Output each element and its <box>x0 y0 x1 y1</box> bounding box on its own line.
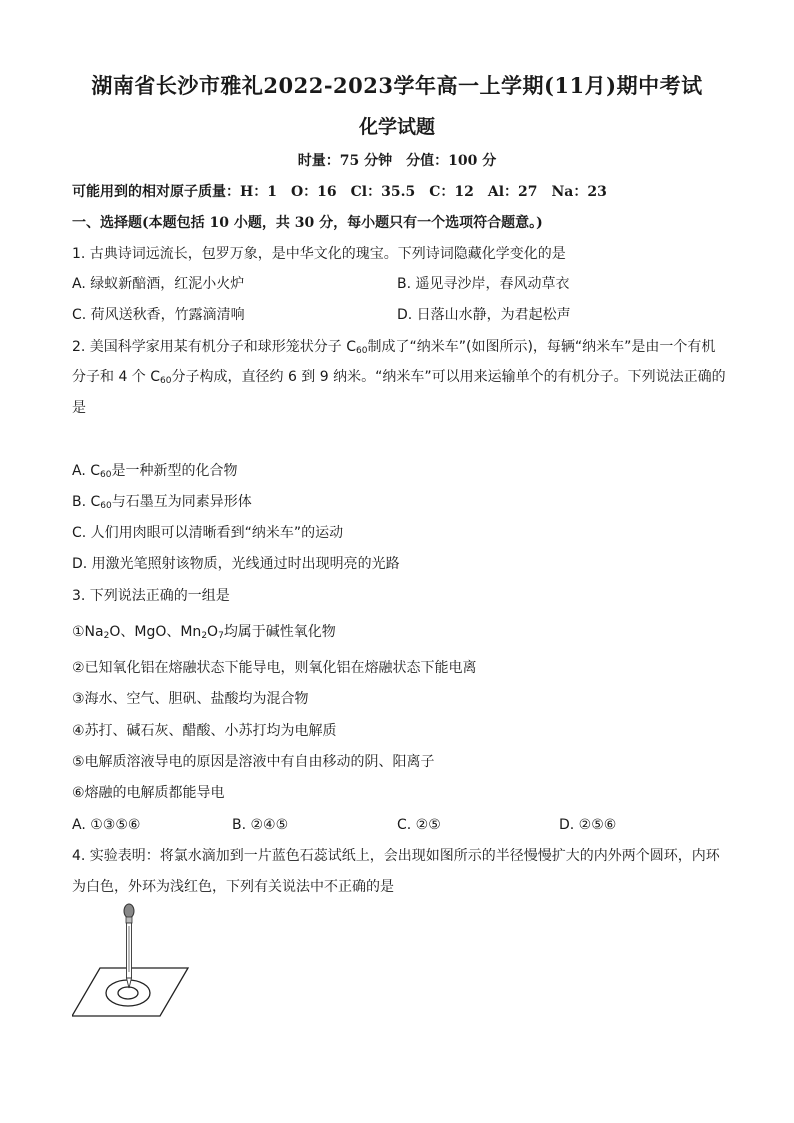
q1-option-a: A. 绿蚁新醅酒，红泥小火炉 <box>72 276 245 292</box>
inner-ring <box>118 987 138 999</box>
q1-option-b: B. 遥见寻沙岸，春风动草衣 <box>397 276 570 292</box>
sub-7: 7 <box>218 631 224 641</box>
dropper-collar <box>126 917 132 923</box>
sub-60: 60 <box>100 501 112 511</box>
page-title: 湖南省长沙市雅礼2022-2023学年高一上学期(11月)期中考试 <box>91 73 703 98</box>
q2-a-pre: A. C <box>72 463 101 479</box>
q3-statement-1 <box>72 622 336 646</box>
sub-60: 60 <box>100 470 112 480</box>
q2-b-post: 与石墨互为同素异形体 <box>111 494 252 510</box>
q3-statement-6: ⑥熔融的电解质都能导电 <box>72 785 225 801</box>
q2-stem2-post: 分子构成，直径约 6 到 9 纳米。“纳米车”可以用来运输单个的有机分子。下列说法正确的 <box>171 369 726 385</box>
q1-option-d: D. 日落山水静，为君起松声 <box>397 307 571 323</box>
q2-b-pre: B. C <box>72 494 101 510</box>
q3-option-c: C. ②⑤ <box>397 817 441 833</box>
q3-statement-4: ④苏打、碱石灰、醋酸、小苏打均为电解质 <box>72 723 337 739</box>
q3-s1-b: O、MgO、Mn <box>109 624 202 640</box>
dropper-bulb <box>124 904 134 918</box>
page-subtitle: 化学试题 <box>358 116 435 138</box>
sub-2: 2 <box>201 631 208 641</box>
sub-60: 60 <box>160 376 172 386</box>
sub-2: 2 <box>103 631 110 641</box>
q3-stem: 3. 下列说法正确的一组是 <box>72 588 230 604</box>
q2-option-d: D. 用激光笔照射该物质，光线通过时出现明亮的光路 <box>72 556 400 572</box>
q2-stem2-pre: 分子和 4 个 C <box>72 369 161 385</box>
q3-s1-a: ①Na <box>72 624 104 640</box>
q2-stem1-post: 制成了“纳米车”(如图所示)，每辆“纳米车”是由一个有机 <box>367 339 716 355</box>
q3-option-d: D. ②⑤⑥ <box>559 817 617 833</box>
q3-s1-c: O <box>207 624 219 640</box>
q3-option-a: A. ①③⑤⑥ <box>72 817 141 833</box>
dropper-litmus-figure <box>72 902 202 1027</box>
q4-stem-line1: 4. 实验表明：将氯水滴加到一片蓝色石蕊试纸上，会出现如图所示的半径慢慢扩大的内外两个圆环，内环 <box>72 848 720 864</box>
q2-stem1-pre: 2. 美国科学家用某有机分子和球形笼状分子 C <box>72 339 357 355</box>
q4-stem-line2: 为白色，外环为浅红色，下列有关说法中不正确的是 <box>72 879 394 895</box>
q1-stem: 1. 古典诗词远流长，包罗万象，是中华文化的瑰宝。下列诗词隐藏化学变化的是 <box>72 246 566 262</box>
exam-meta: 时量：75 分钟 分值：100 分 <box>297 153 497 169</box>
q2-stem-line3: 是 <box>72 400 86 416</box>
sub-60: 60 <box>356 346 368 356</box>
q3-statement-3: ③海水、空气、胆矾、盐酸均为混合物 <box>72 691 309 707</box>
q3-s1-d: 均属于碱性氧化物 <box>223 624 336 640</box>
q2-option-a <box>72 461 237 485</box>
q2-stem-line1 <box>72 337 715 361</box>
q2-a-post: 是一种新型的化合物 <box>111 463 238 479</box>
q3-statement-2: ②已知氧化铝在熔融状态下能导电，则氧化铝在熔融状态下能电离 <box>72 660 477 676</box>
q2-stem-line2 <box>72 367 726 391</box>
q1-option-c: C. 荷风送秋香，竹露滴清响 <box>72 307 245 323</box>
atomic-mass-line: 可能用到的相对原子质量：H：1 O：16 Cl：35.5 C：12 Al：27 Na：23 <box>72 184 607 200</box>
q2-option-b <box>72 492 252 516</box>
q3-statement-5: ⑤电解质溶液导电的原因是溶液中有自由移动的阴、阳离子 <box>72 754 435 770</box>
q3-option-b: B. ②④⑤ <box>232 817 289 833</box>
q2-option-c: C. 人们用肉眼可以清晰看到“纳米车”的运动 <box>72 525 344 541</box>
section-heading: 一、选择题(本题包括 10 小题，共 30 分，每小题只有一个选项符合题意。) <box>72 215 543 231</box>
